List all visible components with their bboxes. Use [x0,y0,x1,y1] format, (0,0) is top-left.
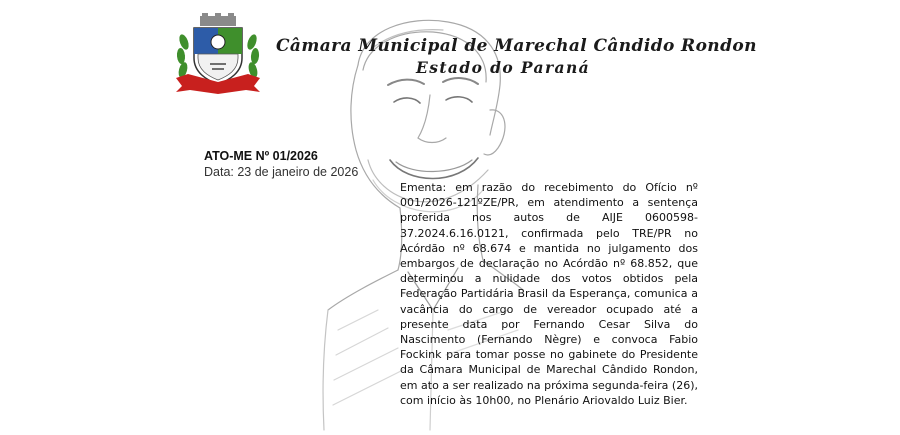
municipal-coat-of-arms-icon [170,12,266,96]
act-number: ATO-ME Nº 01/2026 [204,149,318,163]
state-subtitle: Estado do Paraná [416,58,591,77]
act-summary-text: Ementa: em razão do recebimento do Ofício nº 001/2026-121ºZE/PR, em atendimento a sentença proferida nos autos de AIJE 0600598-37.2024.6.16.0121, confirmada pelo TRE/PR no Acórdão nº 68.674 e mantida no julgamento dos embargos de declaração no Acórdão nº 68.852, que determinou a nulidade dos votos obtidos pela Federação Partidária Brasil da Esperança, comunica a vacância do cargo de vereador ocupado até a presente data por Fernando Cesar Silva do Nascimento (Fernando Nègre) e convoca Fabio Fockink para tomar posse no gabinete do Presidente da Câmara Municipal de Marechal Cândido Rondon, em ato a ser realizado na próxima segunda-feira (26), com início às 10h00, no Plenário Ariovaldo Luiz Bier. [400,181,698,407]
act-date: Data: 23 de janeiro de 2026 [204,165,359,179]
chamber-name-title: Câmara Municipal de Marechal Cândido Rondon [276,36,757,56]
